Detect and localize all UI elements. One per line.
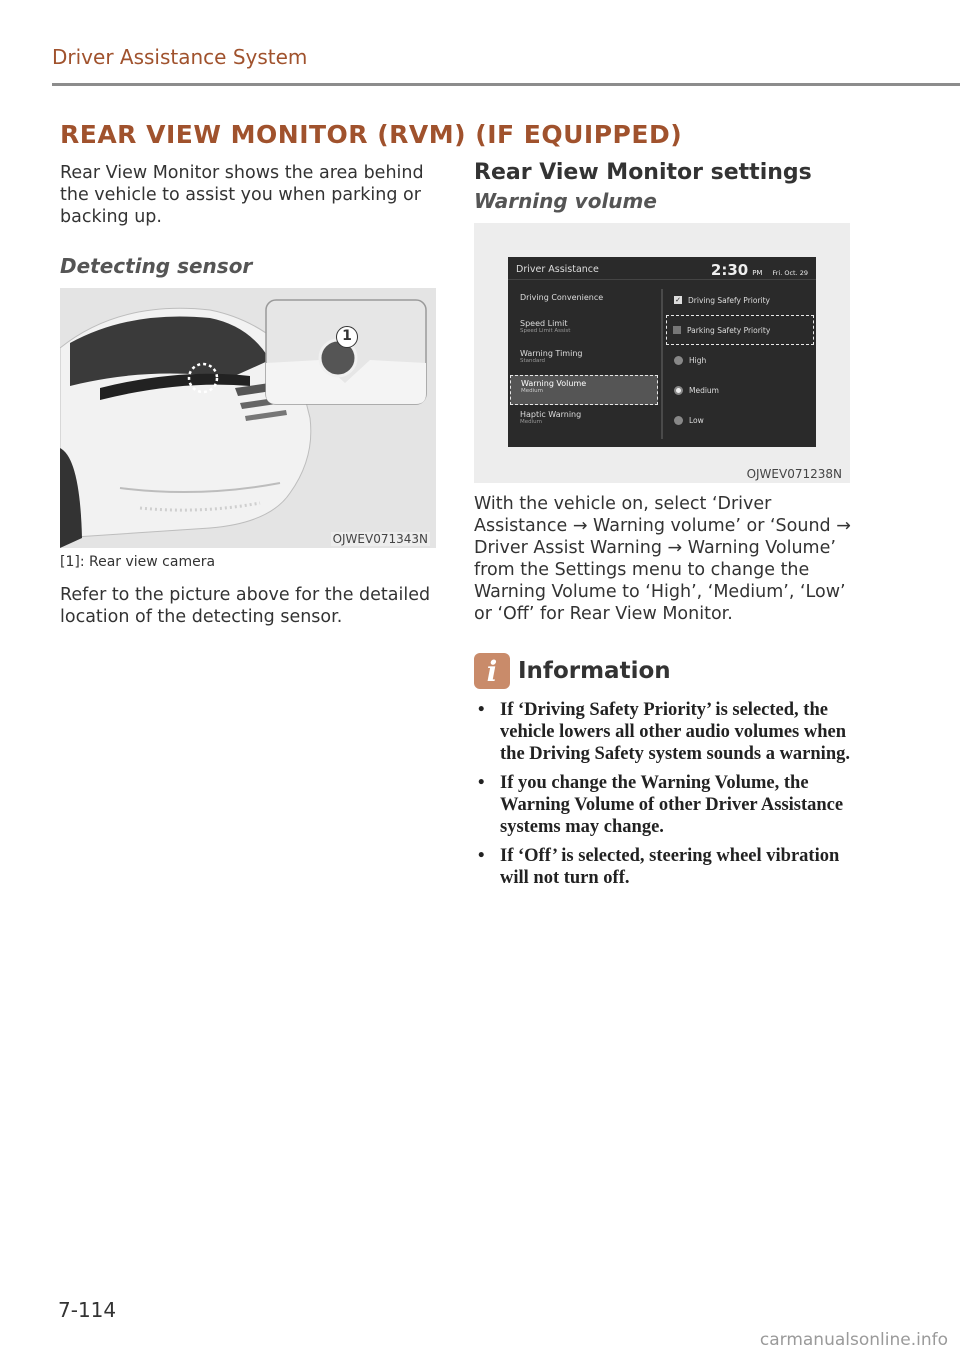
menu-item-speed-limit[interactable]: Speed Limit Speed Limit Assist — [520, 319, 571, 334]
option-parking-safety-priority[interactable]: Parking Safety Priority — [666, 315, 814, 345]
information-icon: i — [474, 653, 510, 689]
detecting-sensor-heading: Detecting sensor — [60, 254, 253, 278]
checkbox-unchecked-icon — [673, 326, 681, 334]
right-column — [474, 160, 864, 896]
information-bullet: • If ‘Driving Safety Priority’ is selected, the vehicle lowers all other audio volumes when the Driving Safety system sounds a warning. — [474, 699, 864, 765]
menu-item-haptic-warning[interactable]: Haptic Warning Medium — [520, 410, 582, 425]
menu-item-driving-convenience[interactable]: Driving Convenience — [520, 293, 604, 302]
radio-unselected-icon — [674, 356, 683, 365]
option-high[interactable]: High — [666, 345, 814, 375]
radio-selected-icon — [674, 386, 683, 395]
option-medium[interactable]: Medium — [666, 375, 814, 405]
figure-code: OJWEV071238N — [746, 467, 842, 481]
watermark: carmanualsonline.info — [759, 1330, 948, 1350]
figure-code: OJWEV071343N — [332, 532, 428, 546]
settings-heading: Rear View Monitor settings — [474, 160, 812, 185]
rear-camera-figure — [60, 288, 436, 548]
page-number: 7-114 — [58, 1298, 117, 1322]
section-title: REAR VIEW MONITOR (RVM) (IF EQUIPPED) — [60, 120, 683, 149]
clock — [711, 261, 808, 279]
volume-options — [666, 285, 814, 435]
menu-item-warning-timing[interactable]: Warning Timing Standard — [520, 349, 583, 364]
option-low[interactable]: Low — [666, 405, 814, 435]
settings-menu — [508, 285, 660, 435]
screen-title: Driver Assistance — [516, 264, 599, 275]
checkbox-checked-icon: ✓ — [675, 296, 681, 304]
header-title: Driver Assistance System — [52, 45, 308, 69]
figure-caption: [1]: Rear view camera — [60, 554, 216, 570]
clock-date: Fri. Oct. 29 — [772, 269, 808, 277]
option-driving-safety-priority[interactable]: ✓ Driving Safefy Priority — [675, 295, 770, 305]
radio-unselected-icon — [674, 416, 683, 425]
menu-separator — [661, 289, 663, 439]
callout-number: 1 — [336, 326, 358, 348]
clock-time: 2:30 — [710, 261, 749, 279]
menu-item-warning-volume[interactable]: Warning Volume Medium — [510, 375, 658, 405]
refer-paragraph: Refer to the picture above for the detailed location of the detecting sensor. — [60, 585, 431, 627]
warning-volume-heading: Warning volume — [474, 189, 657, 213]
header-divider — [52, 83, 960, 86]
information-title: Information — [518, 658, 671, 684]
intro-paragraph: Rear View Monitor shows the area behind the vehicle to assist you when parking or backing up. — [60, 163, 424, 227]
left-column — [60, 162, 440, 628]
clock-ampm: PM — [752, 269, 763, 277]
information-list — [474, 699, 864, 889]
information-header — [474, 653, 864, 689]
information-bullet: • If ‘Off’ is selected, steering wheel vibration will not turn off. — [474, 845, 864, 889]
car-rear-illustration — [60, 288, 436, 548]
head-unit-screen — [508, 257, 816, 447]
information-bullet: • If you change the Warning Volume, the Warning Volume of other Driver Assistance systems may change. — [474, 772, 864, 838]
screen-divider — [508, 279, 816, 280]
instruction-paragraph: With the vehicle on, select ‘Driver Assistance → Warning volume’ or ‘Sound → Driver Assist Warning → Warning Volume’ from the Settings menu to change the Warning Volume to ‘High’, ‘Medium’, ‘Low’ or ‘Off’ for Rear View Monitor. — [474, 494, 851, 624]
settings-screen-figure — [474, 223, 850, 483]
